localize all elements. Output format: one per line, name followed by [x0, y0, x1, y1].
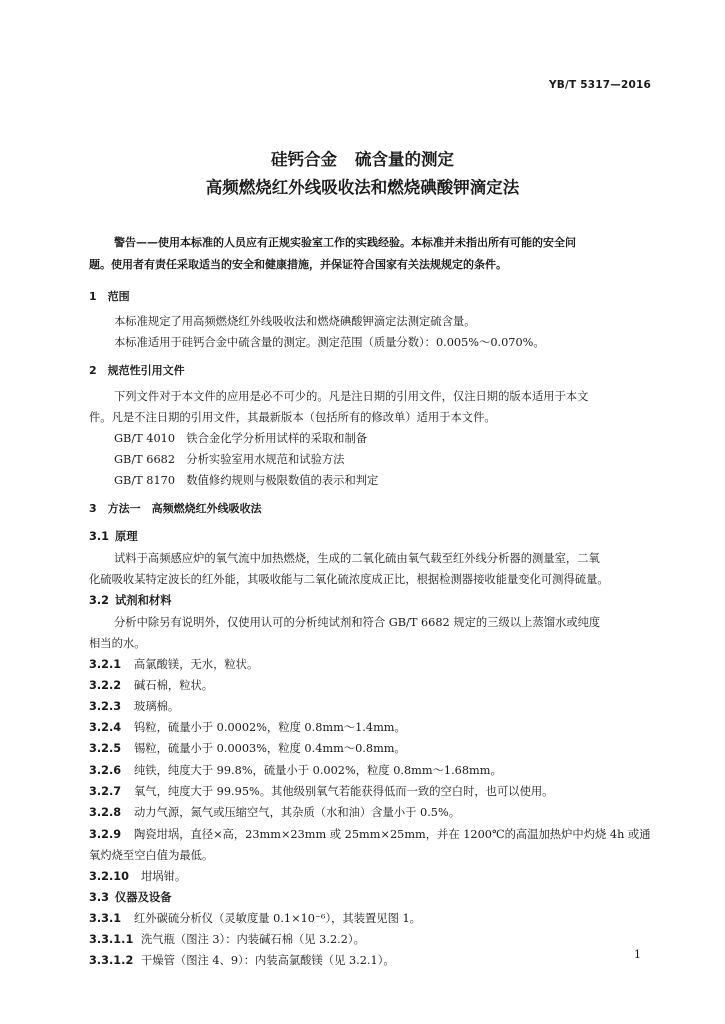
section-1-para-2: 本标准适用于硅钙合金中硫含量的测定。测定范围（质量分数）：0.005%～0.070%。 — [114, 336, 545, 349]
clause-3-3-heading — [89, 891, 172, 905]
reference-1: GB/T 4010 铁合金化学分析用试样的采取和制备 — [114, 432, 368, 445]
clause-number: 3.3 — [89, 891, 110, 904]
section-1-para-1: 本标准规定了用高频燃烧红外线吸收法和燃烧碘酸钾滴定法测定硫含量。 — [114, 315, 476, 328]
item-text: 钨粒，硫量小于 0.0002%，粒度 0.8mm～1.4mm。 — [134, 721, 406, 734]
item-3-2-8 — [89, 806, 460, 820]
item-3-3-1-2 — [89, 954, 395, 968]
clause-title: 仪器及设备 — [115, 891, 172, 904]
reference-3: GB/T 8170 数值修约规则与极限数值的表示和判定 — [114, 474, 379, 487]
item-text: 碱石棉，粒状。 — [134, 679, 214, 692]
clause-3-1-para-1: 试料于高频感应炉的氧气流中加热燃烧，生成的二氧化硫由氧气载至红外线分析器的测量室，二氧 — [114, 552, 600, 565]
title-line-1 — [0, 146, 725, 170]
item-text: 洗气瓶（图注 3）：内装碱石棉（见 3.2.2）。 — [141, 933, 365, 946]
item-number: 3.2.2 — [89, 679, 122, 692]
item-number: 3.2.9 — [89, 828, 122, 841]
item-number: 3.2.1 — [89, 658, 122, 671]
section-2-para-1: 下列文件对于本文件的应用是必不可少的。凡是注日期的引用文件，仅注日期的版本适用于本文 — [114, 390, 589, 403]
item-3-2-5 — [89, 742, 406, 756]
title-part-1: 硅钙合金 — [271, 150, 337, 169]
clause-3-1-heading — [89, 530, 138, 544]
item-3-3-1-1 — [89, 933, 365, 947]
section-2-para-2: 件。凡是不注日期的引用文件，其最新版本（包括所有的修改单）适用于本文件。 — [89, 411, 496, 424]
clause-3-1-para-2: 化硫吸收某特定波长的红外能，其吸收能与二氧化硫浓度成正比，根据检测器接收能量变化可测得硫量。 — [89, 573, 609, 586]
item-3-2-1 — [89, 658, 258, 672]
item-3-2-9-cont: 氧灼烧至空白值为最低。 — [89, 849, 214, 862]
warning-line-2: 题。使用者有责任采取适当的安全和健康措施，并保证符合国家有关法规规定的条件。 — [89, 258, 507, 271]
item-number: 3.3.1 — [89, 912, 122, 925]
item-3-2-3 — [89, 700, 179, 714]
item-number: 3.2.7 — [89, 785, 122, 798]
title-line-2: 高频燃烧红外线吸收法和燃烧碘酸钾滴定法 — [205, 178, 520, 197]
page-number: 1 — [634, 948, 641, 961]
clause-number: 3.2 — [89, 594, 110, 607]
item-3-2-7 — [89, 785, 553, 799]
item-text: 干燥管（图注 4、9）：内装高氯酸镁（见 3.2.1）。 — [141, 954, 395, 967]
item-3-3-1 — [89, 912, 421, 926]
clause-3-2-para-1: 分析中除另有说明外，仅使用认可的分析纯试剂和符合 GB/T 6682 规定的三级以上蒸馏水或纯度 — [114, 616, 601, 629]
section-1-heading: 1 范围 — [89, 290, 130, 303]
item-number: 3.2.10 — [89, 870, 130, 883]
clause-3-2-heading — [89, 594, 172, 608]
item-text: 动力气源，氮气或压缩空气，其杂质（水和油）含量小于 0.5%。 — [134, 806, 461, 819]
item-text: 高氯酸镁，无水，粒状。 — [134, 658, 259, 671]
clause-title: 试剂和材料 — [115, 594, 172, 607]
item-number: 3.2.5 — [89, 742, 122, 755]
section-2-heading: 2 规范性引用文件 — [89, 364, 185, 377]
clause-number: 3.1 — [89, 530, 110, 543]
item-3-2-4 — [89, 721, 406, 735]
item-text: 氧气，纯度大于 99.95%。其他级别氧气若能获得低而一致的空白时，也可以使用。 — [134, 785, 554, 798]
item-text: 锡粒，硫量小于 0.0003%，粒度 0.4mm～0.8mm。 — [134, 742, 406, 755]
item-3-2-2 — [89, 679, 213, 693]
title-part-2: 硫含量的测定 — [355, 150, 454, 169]
clause-title: 原理 — [115, 530, 138, 543]
item-3-2-9 — [89, 828, 651, 842]
item-number: 3.2.6 — [89, 764, 122, 777]
item-text: 纯铁，纯度大于 99.8%，硫量小于 0.002%，粒度 0.8mm～1.68mm。 — [134, 764, 502, 777]
item-number: 3.2.4 — [89, 721, 122, 734]
warning-line-1: 警告——使用本标准的人员应有正规实验室工作的实践经验。本标准并未指出所有可能的安全问 — [114, 236, 576, 249]
item-text: 陶瓷坩埚，直径×高，23mm×23mm 或 25mm×25mm，并在 1200℃的高温加热炉中灼烧 4h 或通 — [134, 828, 651, 841]
item-number: 3.3.1.2 — [89, 954, 134, 967]
item-text: 坩埚钳。 — [141, 870, 187, 883]
item-number: 3.2.8 — [89, 806, 122, 819]
standard-number: YB/T 5317—2016 — [548, 79, 651, 91]
section-3-heading: 3 方法一 高频燃烧红外线吸收法 — [89, 502, 262, 515]
clause-3-2-para-2: 相当的水。 — [89, 637, 146, 650]
item-text: 红外碳硫分析仪（灵敏度量 0.1×10⁻⁶），其装置见图 1。 — [134, 912, 421, 925]
item-text: 玻璃棉。 — [134, 700, 180, 713]
item-number: 3.2.3 — [89, 700, 122, 713]
item-number: 3.3.1.1 — [89, 933, 134, 946]
item-3-2-6 — [89, 764, 502, 778]
item-3-2-10 — [89, 870, 186, 884]
reference-2: GB/T 6682 分析实验室用水规范和试验方法 — [114, 453, 345, 466]
